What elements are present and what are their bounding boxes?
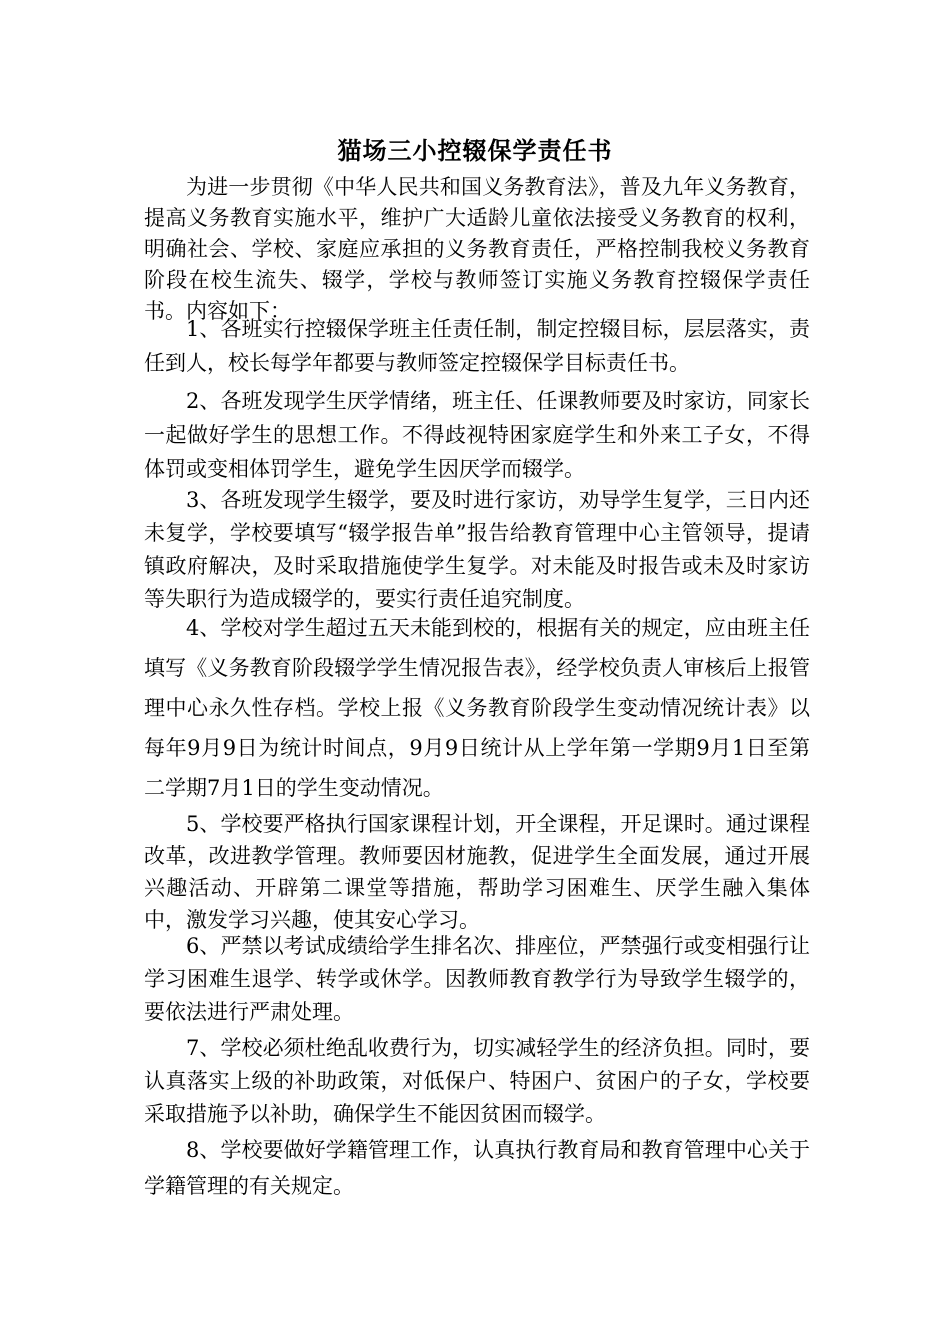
clause-6: 6、严禁以考试成绩给学生排名次、排座位，严禁强行或变相强行让学习困难生退学、转学或休学。因教师教育教学行为导致学生辍学的，要依法进行严肃处理。 bbox=[144, 934, 810, 1024]
clause-5: 5、学校要严格执行国家课程计划，开全课程，开足课时。通过课程改革，改进教学管理。教师要因材施教，促进学生全面发展，通过开展兴趣活动、开辟第二课堂等措施，帮助学习困难生、厌学生融入集体中，激发学习兴趣，使其安心学习。 bbox=[144, 812, 810, 932]
clause-7: 7、学校必须杜绝乱收费行为，切实减轻学生的经济负担。同时，要认真落实上级的补助政策，对低保户、特困户、贫困户的子女，学校要采取措施予以补助，确保学生不能因贫困而辍学。 bbox=[144, 1036, 810, 1126]
clause-4: 4、学校对学生超过五天未能到校的，根据有关的规定，应由班主任填写《义务教育阶段辍学学生情况报告表》，经学校负责人审核后上报管理中心永久性存档。学校上报《义务教育阶段学生变动情况统计表》以每年9月9日为统计时间点，9月9日统计从上学年第一学期9月1日至第二学期7月1日的学生变动情况。 bbox=[144, 616, 810, 800]
clause-8: 8、学校要做好学籍管理工作，认真执行教育局和教育管理中心关于学籍管理的有关规定。 bbox=[144, 1138, 810, 1198]
intro-paragraph: 为进一步贯彻《中华人民共和国义务教育法》，普及九年义务教育，提高义务教育实施水平，维护广大适龄儿童依法接受义务教育的权利，明确社会、学校、家庭应承担的义务教育责任，严格控制我校义务教育阶段在校生流失、辍学，学校与教师签订实施义务教育控辍保学责任书。内容如下： bbox=[144, 175, 810, 323]
clause-3: 3、各班发现学生辍学，要及时进行家访，劝导学生复学，三日内还未复学，学校要填写“辍学报告单”报告给教育管理中心主管领导，提请镇政府解决，及时采取措施使学生复学。对未能及时报告或未及时家访等失职行为造成辍学的，要实行责任追究制度。 bbox=[144, 488, 810, 611]
document-title: 猫场三小控辍保学责任书 bbox=[337, 136, 613, 165]
clause-1: 1、各班实行控辍保学班主任责任制，制定控辍目标，层层落实，责任到人，校长每学年都要与教师签定控辍保学目标责任书。 bbox=[144, 317, 810, 375]
clause-2: 2、各班发现学生厌学情绪，班主任、任课教师要及时家访，同家长一起做好学生的思想工作。不得歧视特困家庭学生和外来工子女，不得体罚或变相体罚学生，避免学生因厌学而辍学。 bbox=[144, 389, 810, 481]
